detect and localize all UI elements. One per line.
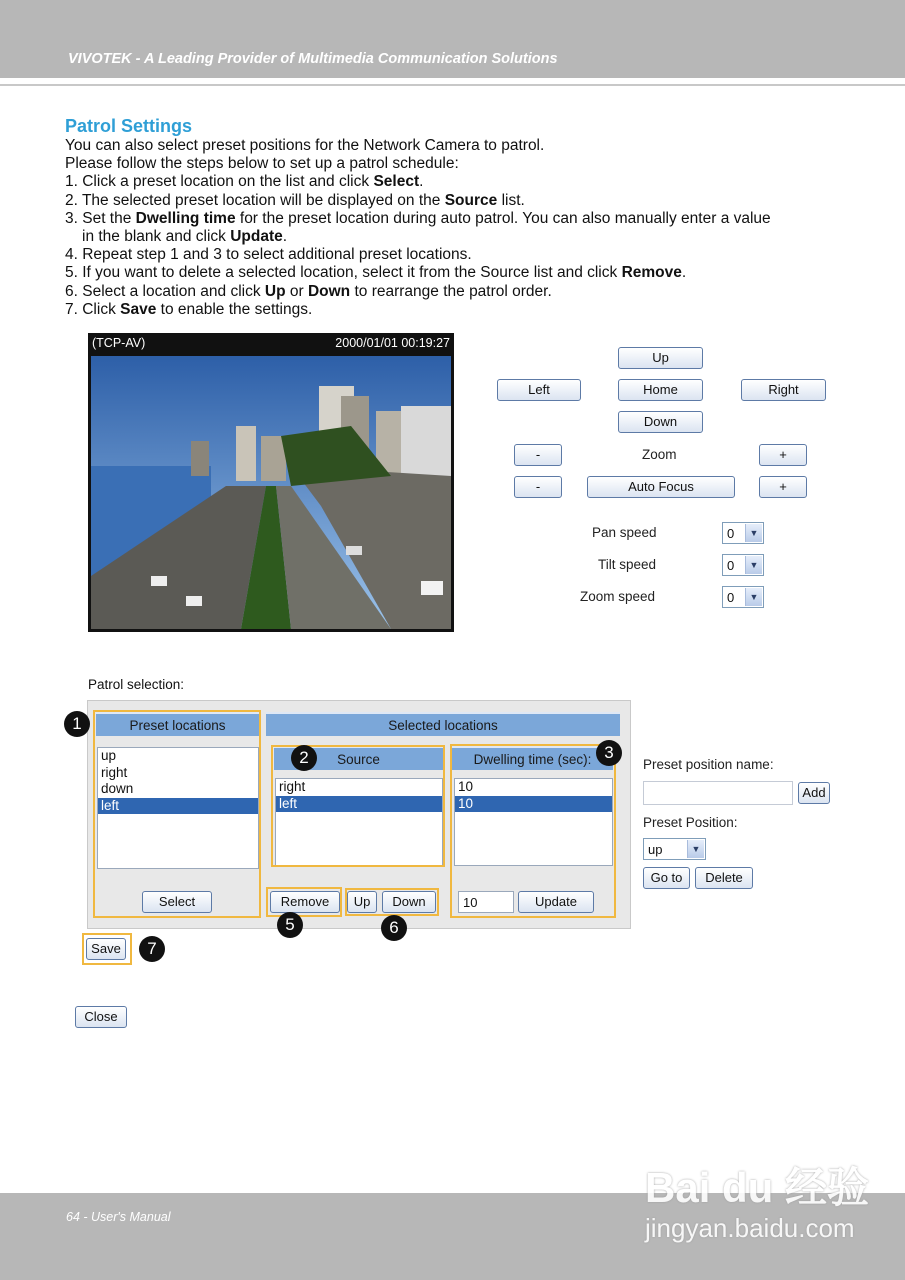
ptz-left-button[interactable]: Left (497, 379, 581, 401)
camera-timestamp: 2000/01/01 00:19:27 (335, 336, 450, 350)
list-item[interactable]: right (279, 779, 306, 794)
zoom-speed-label: Zoom speed (580, 589, 656, 604)
header-text: VIVOTEK - A Leading Provider of Multimedia Communication Solutions (68, 51, 558, 67)
callout-2: 2 (291, 745, 317, 771)
step-3: 3. Set the Dwelling time for the preset location during auto patrol. You can also manually enter a value (65, 209, 771, 227)
pan-speed-select[interactable]: 0 ▼ (722, 522, 764, 544)
instructions (65, 137, 855, 319)
preset-name-input[interactable] (643, 781, 793, 805)
save-button[interactable]: Save (86, 938, 126, 960)
intro-line-2: Please follow the steps below to set up a patrol schedule: (65, 155, 459, 173)
watermark-logo: Bai du 经验 (645, 1164, 870, 1211)
goto-preset-button[interactable]: Go to (643, 867, 690, 889)
intro-line-1: You can also select preset positions for the Network Camera to patrol. (65, 137, 545, 154)
section-title: Patrol Settings (65, 116, 193, 136)
ptz-right-button[interactable]: Right (741, 379, 826, 401)
delete-preset-button[interactable]: Delete (695, 867, 753, 889)
footer-text: 64 - User's Manual (66, 1210, 171, 1224)
close-button[interactable]: Close (75, 1006, 127, 1028)
remove-button[interactable]: Remove (270, 891, 340, 913)
zoom-in-button[interactable]: + (759, 444, 807, 466)
step-7: 7. Click Save to enable the settings. (65, 300, 313, 318)
dwell-time-input[interactable]: 10 (458, 891, 514, 913)
step-5: 5. If you want to delete a selected location, select it from the Source list and click Remove. (65, 264, 687, 282)
chevron-down-icon: ▼ (687, 840, 704, 858)
camera-caption-bar (88, 333, 454, 355)
callout-3: 3 (596, 740, 622, 766)
focus-far-button[interactable]: + (759, 476, 807, 498)
preset-position-select[interactable]: up ▼ (643, 838, 706, 860)
add-preset-button[interactable]: Add (798, 782, 830, 804)
callout-5: 5 (277, 912, 303, 938)
callout-1: 1 (64, 711, 90, 737)
preset-locations-header: Preset locations (96, 712, 259, 736)
focus-near-button[interactable]: - (514, 476, 562, 498)
list-item[interactable]: right (101, 764, 128, 780)
ptz-down-button[interactable]: Down (618, 411, 703, 433)
ptz-up-button[interactable]: Up (618, 347, 703, 369)
preset-name-label: Preset position name: (643, 757, 774, 772)
source-header: Source (274, 746, 443, 770)
step-2: 2. The selected preset location will be displayed on the Source list. (65, 191, 525, 209)
move-up-button[interactable]: Up (347, 891, 377, 913)
tilt-speed-label: Tilt speed (598, 557, 657, 572)
step-3-cont: in the blank and click Update. (82, 228, 288, 246)
list-item[interactable]: 10 (455, 796, 612, 813)
zoom-out-button[interactable]: - (514, 444, 562, 466)
header-divider (0, 84, 905, 86)
zoom-speed-select[interactable]: 0 ▼ (722, 586, 764, 608)
update-button[interactable]: Update (518, 891, 594, 913)
list-item[interactable]: left (98, 798, 258, 815)
chevron-down-icon: ▼ (745, 588, 762, 606)
move-down-button[interactable]: Down (382, 891, 436, 913)
pan-speed-label: Pan speed (592, 525, 657, 540)
step-4: 4. Repeat step 1 and 3 to select additional preset locations. (65, 246, 472, 264)
preset-locations-list[interactable] (97, 747, 259, 869)
chevron-down-icon: ▼ (745, 524, 762, 542)
watermark-url: jingyan.baidu.com (645, 1213, 855, 1243)
step-6: 6. Select a location and click Up or Down to rearrange the patrol order. (65, 282, 552, 300)
ptz-home-button[interactable]: Home (618, 379, 703, 401)
list-item[interactable]: left (276, 796, 442, 813)
callout-7: 7 (139, 936, 165, 962)
list-item[interactable]: up (101, 748, 117, 763)
camera-image (91, 356, 451, 629)
callout-6: 6 (381, 915, 407, 941)
dwelling-time-list[interactable] (454, 778, 613, 866)
source-list[interactable] (275, 778, 443, 866)
zoom-label: Zoom (642, 447, 677, 462)
patrol-selection-label: Patrol selection: (88, 677, 185, 692)
camera-label: (TCP-AV) (92, 336, 146, 350)
chevron-down-icon: ▼ (745, 556, 762, 574)
step-1: 1. Click a preset location on the list and click Select. (65, 173, 424, 191)
preset-position-label: Preset Position: (643, 815, 738, 830)
selected-locations-header: Selected locations (266, 712, 620, 736)
list-item[interactable]: down (101, 781, 134, 796)
camera-view (88, 333, 454, 632)
select-button[interactable]: Select (142, 891, 212, 913)
dwelling-time-header: Dwelling time (sec): (452, 746, 613, 770)
autofocus-button[interactable]: Auto Focus (587, 476, 735, 498)
list-item[interactable]: 10 (458, 779, 474, 794)
tilt-speed-select[interactable]: 0 ▼ (722, 554, 764, 576)
